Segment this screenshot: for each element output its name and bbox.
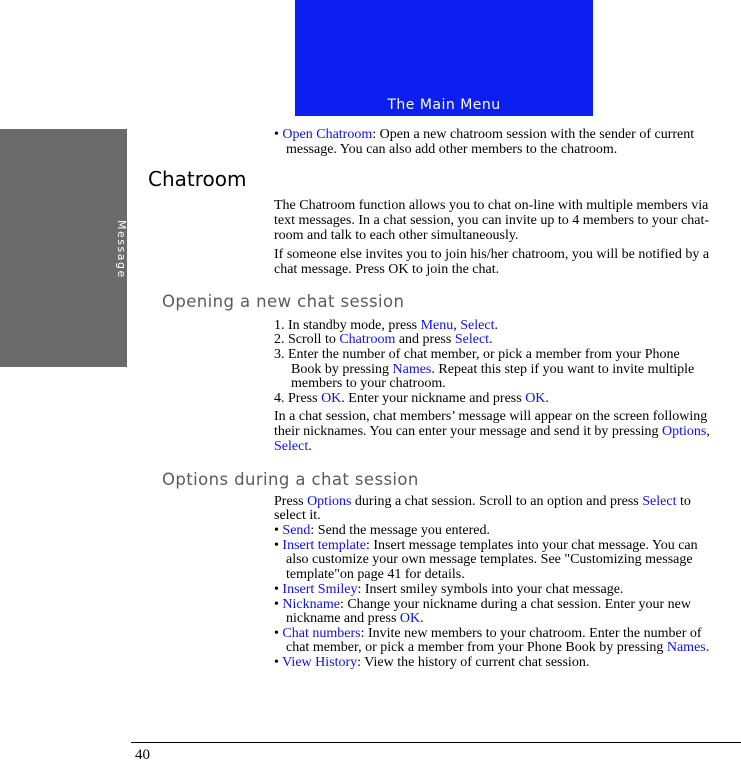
text: : Insert smiley symbols into your chat message.: [357, 582, 624, 597]
text: 1. In standby mode, press: [274, 318, 421, 333]
bullet-view-history: [274, 655, 589, 670]
step-3: 3. Enter the number of chat member, or pick a member from your Phone: [274, 347, 680, 362]
footer-rule: [131, 742, 741, 743]
subheading-options: Options during a chat session: [162, 470, 419, 489]
select-link[interactable]: Select: [460, 318, 495, 333]
paragraph-line: [274, 424, 710, 439]
chatroom-link[interactable]: Chatroom: [339, 332, 396, 347]
subheading-opening: Opening a new chat session: [162, 292, 405, 311]
insert-smiley-link[interactable]: Insert Smiley: [282, 582, 358, 597]
text: their nicknames. You can enter your message and send it by pressing: [274, 424, 663, 439]
options-link[interactable]: Options: [662, 424, 707, 439]
text: template"on page 41 for details.: [286, 567, 465, 582]
text: .: [705, 640, 710, 655]
bullet-chat-numbers: [274, 626, 702, 641]
text: and press: [395, 332, 455, 347]
text: . Repeat this step if you want to invite multiple: [431, 362, 695, 377]
bullet-mark: •: [274, 626, 279, 641]
text: 4. Press: [274, 391, 322, 406]
text: [286, 640, 709, 655]
paragraph-line: text messages. In a chat session, you can invite up to 4 members to your chat-: [274, 213, 710, 228]
open-chatroom-link[interactable]: Open Chatroom: [282, 127, 373, 142]
nickname-link[interactable]: Nickname: [282, 597, 340, 612]
text: nickname and press: [286, 611, 400, 626]
text: during a chat session. Scroll to an option and press: [351, 494, 643, 509]
step-3-cont: members to your chatroom.: [291, 376, 446, 391]
menu-link[interactable]: Menu: [420, 318, 454, 333]
text: .: [420, 611, 424, 626]
paragraph-line: The Chatroom function allows you to chat on-line with multiple members via: [274, 198, 709, 213]
step-1: [274, 318, 498, 333]
sidebar-tab: [0, 129, 127, 367]
text: : Insert message templates into your chat message. You can: [365, 538, 698, 553]
section-heading-chatroom: Chatroom: [148, 167, 247, 191]
bullet-mark: •: [274, 523, 279, 538]
text: : Change your nickname during a chat session. Enter your new: [339, 597, 692, 612]
names-link[interactable]: Names: [392, 362, 432, 377]
text: to: [676, 494, 691, 509]
text: .: [308, 439, 312, 454]
bullet-nickname: [274, 597, 691, 612]
insert-template-link[interactable]: Insert template: [282, 538, 366, 553]
bullet-mark: •: [274, 538, 279, 553]
page-number: 40: [135, 747, 150, 763]
paragraph-line: room and talk to each other simultaneously.: [274, 228, 519, 243]
text: . Enter your nickname and press: [341, 391, 526, 406]
names-link[interactable]: Names: [666, 640, 706, 655]
options-intro: [274, 494, 691, 509]
text: .: [545, 391, 549, 406]
bullet-insert-smiley: [274, 582, 623, 597]
text: also customize your own message templates. See "Customizing message: [286, 552, 693, 567]
sidebar-label: Message: [115, 220, 128, 279]
text: message. You can also add other members to the chatroom.: [286, 142, 618, 157]
bullet-send: [274, 523, 490, 538]
select-link[interactable]: Select: [274, 439, 309, 454]
text: : Invite new members to your chatroom. Enter the number of: [360, 626, 702, 641]
text: : Send the message you entered.: [310, 523, 491, 538]
select-link[interactable]: Select: [642, 494, 677, 509]
text: ,: [453, 318, 461, 333]
step-3-cont: [291, 362, 694, 377]
paragraph-line: [274, 439, 312, 454]
text: chat member, or pick a member from your Phone Book by pressing: [286, 640, 667, 655]
text: .: [489, 332, 493, 347]
text: Book by pressing: [291, 362, 393, 377]
bullet-insert-template: [274, 538, 698, 553]
text: Press: [274, 494, 308, 509]
ok-link[interactable]: OK: [321, 391, 342, 406]
select-link[interactable]: Select: [454, 332, 490, 347]
text: ,: [706, 424, 710, 439]
text: [286, 611, 424, 626]
paragraph-line: In a chat session, chat members’ message will appear on the screen following: [274, 409, 708, 424]
step-2: [274, 332, 493, 347]
chat-numbers-link[interactable]: Chat numbers: [282, 626, 361, 641]
options-link[interactable]: Options: [307, 494, 352, 509]
bullet-mark: •: [274, 655, 279, 670]
bullet-mark: •: [274, 582, 279, 597]
header-banner: [295, 0, 593, 116]
text: 2. Scroll to: [274, 332, 340, 347]
step-4: [274, 391, 549, 406]
paragraph-line: chat message. Press OK to join the chat.: [274, 262, 500, 277]
ok-link[interactable]: OK: [525, 391, 546, 406]
bullet-open-chatroom: [274, 127, 694, 142]
paragraph-line: select it.: [274, 508, 321, 523]
paragraph-line: If someone else invites you to join his/her chatroom, you will be notified by a: [274, 247, 710, 262]
header-title: The Main Menu: [387, 97, 501, 113]
bullet-mark: •: [274, 597, 279, 612]
ok-link[interactable]: OK: [399, 611, 421, 626]
bullet-mark: •: [274, 127, 279, 142]
view-history-link[interactable]: View History: [282, 655, 358, 670]
text: : Open a new chatroom session with the sender of current: [372, 127, 695, 142]
text: : View the history of current chat session.: [357, 655, 590, 670]
text: .: [494, 318, 498, 333]
send-link[interactable]: Send: [282, 523, 311, 538]
